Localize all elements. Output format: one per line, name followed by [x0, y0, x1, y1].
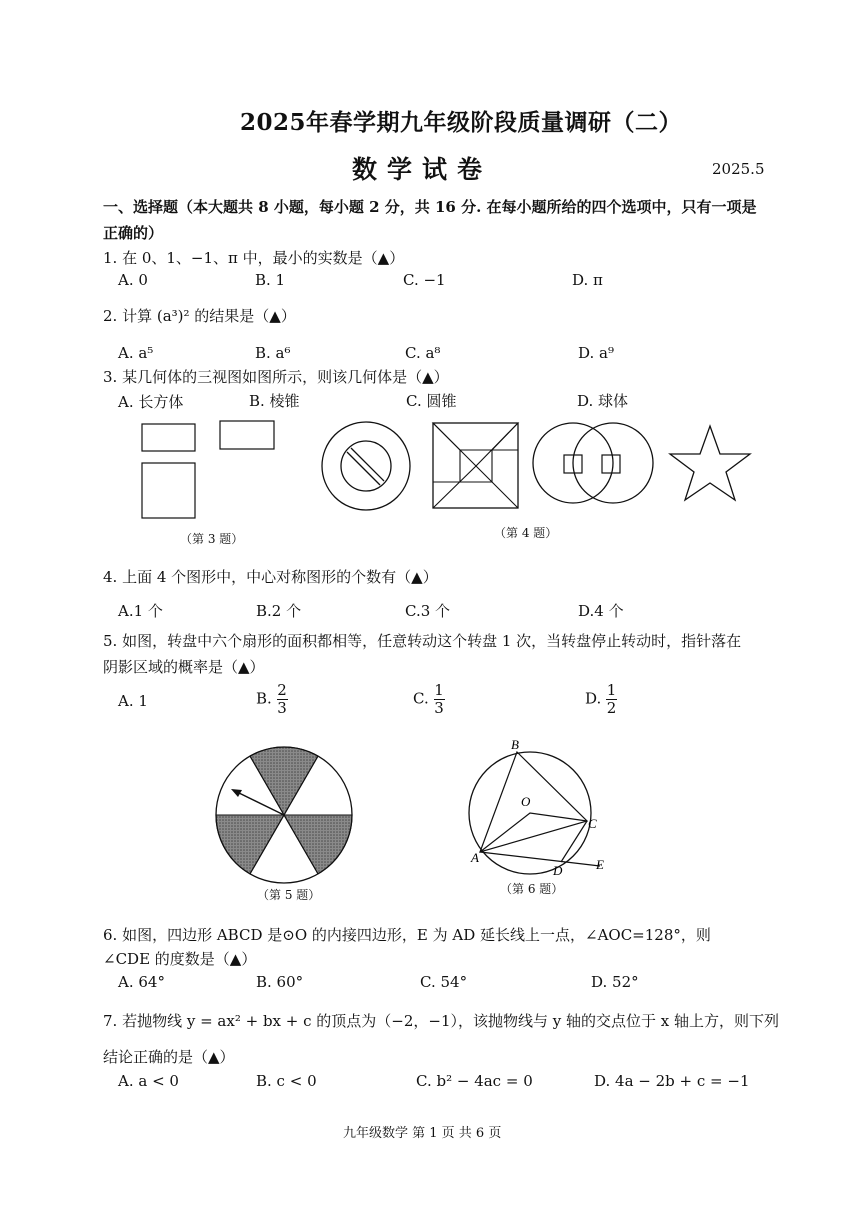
q7-option-a: A. a < 0 [118, 1072, 179, 1090]
fig6-caption: （第 6 题） [500, 882, 564, 896]
q4-option-a: A.1 个 [118, 602, 163, 620]
fig4-overlapping-circles [530, 418, 660, 508]
shaded-sector-lower-right [284, 815, 352, 874]
exam-subtitle: 数学试卷 [352, 155, 493, 184]
q5-option-d-prefix: D. [585, 689, 602, 708]
q4-option-b: B.2 个 [256, 602, 302, 620]
q5-c-numerator: 1 [434, 681, 444, 699]
q5-d-denominator: 2 [606, 699, 617, 717]
side-view-rect [220, 421, 274, 449]
q6-stem-line2: ∠CDE 的度数是（▲） [103, 950, 257, 968]
q5-option-a: A. 1 [118, 692, 148, 710]
q3-option-c: C. 圆锥 [406, 392, 457, 410]
fig4-caption: （第 4 题） [494, 526, 558, 540]
page-footer: 九年级数学 第 1 页 共 6 页 [343, 1126, 502, 1141]
q5-option-b-prefix: B. [256, 689, 272, 708]
q6-option-a: A. 64° [118, 973, 165, 991]
q5-b-denominator: 3 [277, 699, 287, 717]
q6-stem-line1: 6. 如图，四边形 ABCD 是⊙O 的内接四边形，E 为 AD 延长线上一点，∠AOC=128°，则 [103, 926, 711, 944]
fig5-spinner [213, 744, 355, 886]
q2-option-a: A. a⁵ [118, 344, 154, 362]
q3-option-b: B. 棱锥 [249, 392, 300, 410]
q6-option-c: C. 54° [420, 973, 468, 991]
section-heading-line1: 一、选择题（本大题共 8 小题，每小题 2 分，共 16 分. 在每小题所给的四个选项中，只有一项是 [103, 198, 757, 216]
q3-option-a: A. 长方体 [118, 393, 184, 411]
q5-d-numerator: 1 [606, 681, 617, 699]
top-view-square [142, 463, 195, 518]
shaded-sector-top [250, 747, 318, 815]
label-a: A [471, 850, 479, 865]
q5-stem-line2: 阴影区域的概率是（▲） [103, 658, 265, 676]
q7-option-b: B. c < 0 [256, 1072, 317, 1090]
front-view-rect [142, 424, 195, 451]
q5-option-b [256, 682, 288, 717]
q1-stem: 1. 在 0、1、−1、π 中，最小的实数是（▲） [103, 249, 405, 267]
q4-option-c: C.3 个 [405, 602, 451, 620]
q3-option-d: D. 球体 [577, 392, 629, 410]
q5-b-numerator: 2 [277, 681, 287, 699]
label-b: B [511, 737, 519, 752]
q5-option-c-fraction [434, 682, 445, 717]
q2-option-d: D. a⁹ [578, 344, 614, 362]
q7-option-c: C. b² − 4ac = 0 [416, 1072, 533, 1090]
q2-option-c: C. a⁸ [405, 344, 441, 362]
q5-option-c [413, 682, 445, 717]
q1-option-b: B. 1 [255, 271, 286, 289]
label-e: E [596, 857, 604, 872]
q5-option-c-prefix: C. [413, 689, 429, 708]
exam-date: 2025.5 [712, 160, 765, 178]
fig4-ring-shape [318, 418, 414, 514]
section-heading-line2: 正确的） [103, 224, 164, 242]
fig5-caption: （第 5 题） [257, 888, 321, 902]
fig6-cyclic-quadrilateral [460, 735, 610, 885]
q7-stem-line2: 结论正确的是（▲） [103, 1048, 235, 1066]
q5-option-b-fraction [277, 682, 288, 717]
q7-stem-line1: 7. 若抛物线 y = ax² + bx + c 的顶点为（−2，−1），该抛物线与 y 轴的交点位于 x 轴上方，则下列 [103, 1012, 780, 1030]
q5-option-d-fraction [606, 682, 617, 717]
q1-option-d: D. π [572, 271, 603, 289]
q5-stem-line1: 5. 如图，转盘中六个扇形的面积都相等，任意转动这个转盘 1 次，当转盘停止转动时，指针落在 [103, 632, 742, 650]
fig4-pinwheel-square [430, 420, 522, 512]
q1-option-c: C. −1 [403, 271, 446, 289]
fig3-three-views [135, 415, 285, 525]
label-o: O [521, 794, 531, 809]
label-c: C [588, 816, 597, 831]
q2-stem: 2. 计算 (a³)² 的结果是（▲） [103, 307, 296, 325]
shaded-sector-lower-left [216, 815, 284, 874]
q1-option-a: A. 0 [118, 271, 148, 289]
q5-option-d [585, 682, 617, 717]
label-d: D [553, 863, 563, 878]
fig4-star [666, 422, 754, 504]
q5-c-denominator: 3 [434, 699, 444, 717]
exam-title: 2025年春学期九年级阶段质量调研（二） [240, 109, 683, 136]
q4-option-d: D.4 个 [578, 602, 624, 620]
q4-stem: 4. 上面 4 个图形中，中心对称图形的个数有（▲） [103, 568, 438, 586]
q6-option-d: D. 52° [591, 973, 639, 991]
fig3-caption: （第 3 题） [180, 532, 244, 546]
q7-option-d: D. 4a − 2b + c = −1 [594, 1072, 750, 1090]
q3-stem: 3. 某几何体的三视图如图所示，则该几何体是（▲） [103, 368, 449, 386]
q6-option-b: B. 60° [256, 973, 304, 991]
q2-option-b: B. a⁶ [255, 344, 291, 362]
